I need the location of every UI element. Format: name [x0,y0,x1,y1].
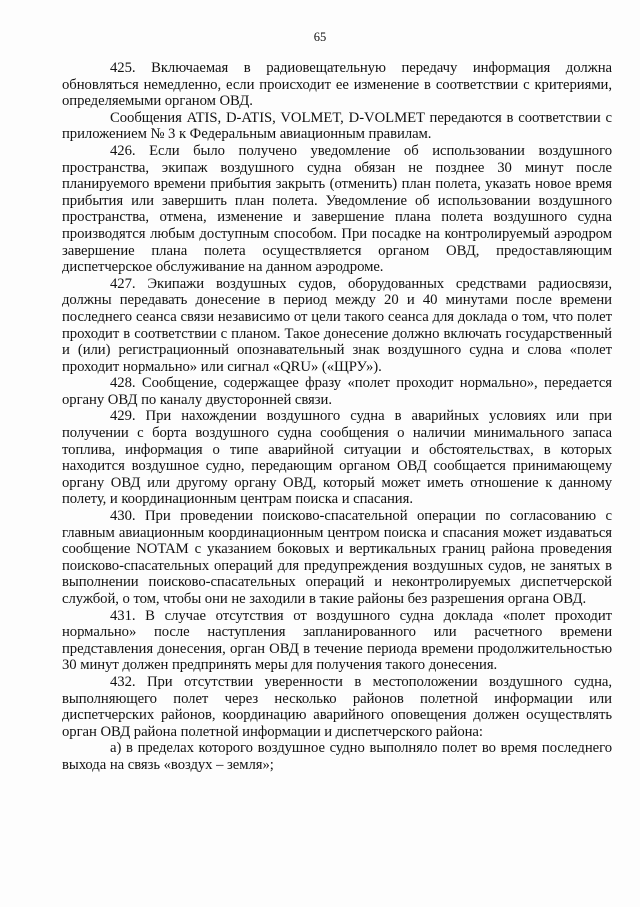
paragraph-atis: Сообщения ATIS, D-ATIS, VOLMET, D-VOLMET передаются в соответствии с приложением № 3 к Федеральным авиационным правилам. [62,109,612,143]
document-body [62,60,612,774]
paragraph-432-a: а) в пределах которого воздушное судно выполняло полет во время последнего выхода на связь «воздух – земля»; [62,740,612,773]
paragraph-429: 429. При нахождении воздушного судна в аварийных условиях или при получении с борта воздушного судна сообщения о наличии минимального запаса топлива, информация о типе аварийной ситуации и обстоятельствах, в которых находится воздушное судно, передающим органом ОВД сообщается принимающему органу ОВД или другому органу ОВД, который может иметь отношение к данному полету, и координационным центрам поиска и спасания. [62,408,612,508]
paragraph-430: 430. При проведении поисково-спасательной операции по согласованию с главным авиационным координационным центром поиска и спасания может издаваться сообщение NOTAM с указанием боковых и вертикальных границ района проведения поисково-спасательных операций для предупреждения воздушных судов, не занятых в выполнении поисково-спасательных операций и неконтролируемых диспетчерской службой, о том, чтобы они не заходили в такие районы без разрешения органа ОВД. [62,508,612,607]
paragraph-427: 427. Экипажи воздушных судов, оборудованных средствами радиосвязи, должны передавать донесение в период между 20 и 40 минутами после времени последнего сеанса связи независимо от цели такого сеанса для доклада о том, что полет проходит в соответствии с планом. Такое донесение должно включать государственный и (или) регистрационный опознавательный знак воздушного судна и слова «полет проходит нормально» или сигнал «QRU» («ЩРУ»). [62,275,612,375]
paragraph-426: 426. Если было получено уведомление об использовании воздушного пространства, экипаж воздушного судна обязан не позднее 30 минут после планируемого времени прибытия закрыть (отменить) план полета, указать новое время прибытия или завершить план полета. Уведомление об использовании воздушного пространства, отмена, изменение и завершение плана полета воздушного судна производятся любым доступным способом. При посадке на контролируемый аэродром завершение плана полета осуществляется органом ОВД, предоставляющим диспетчерское обслуживание на данном аэродроме. [62,142,612,276]
paragraph-428: 428. Сообщение, содержащее фразу «полет проходит нормально», передается органу ОВД по каналу двусторонней связи. [62,375,612,408]
page-number: 65 [313,30,327,44]
paragraph-425: 425. Включаемая в радиовещательную передачу информация должна обновляться немедленно, если происходит ее изменение в соответствии с критериями, определяемыми органом ОВД. [62,60,612,110]
paragraph-432: 432. При отсутствии уверенности в местоположении воздушного судна, выполняющего полет через несколько районов полетной информации или диспетчерских районов, координацию аварийного оповещения должен осуществлять орган ОВД района полетной информации и диспетчерского района: [62,673,612,740]
paragraph-431: 431. В случае отсутствия от воздушного судна доклада «полет проходит нормально» после наступления запланированного или расчетного времени представления донесения, орган ОВД в течение периода времени продолжительностью 30 минут должен предпринять меры для получения такого донесения. [62,607,612,674]
